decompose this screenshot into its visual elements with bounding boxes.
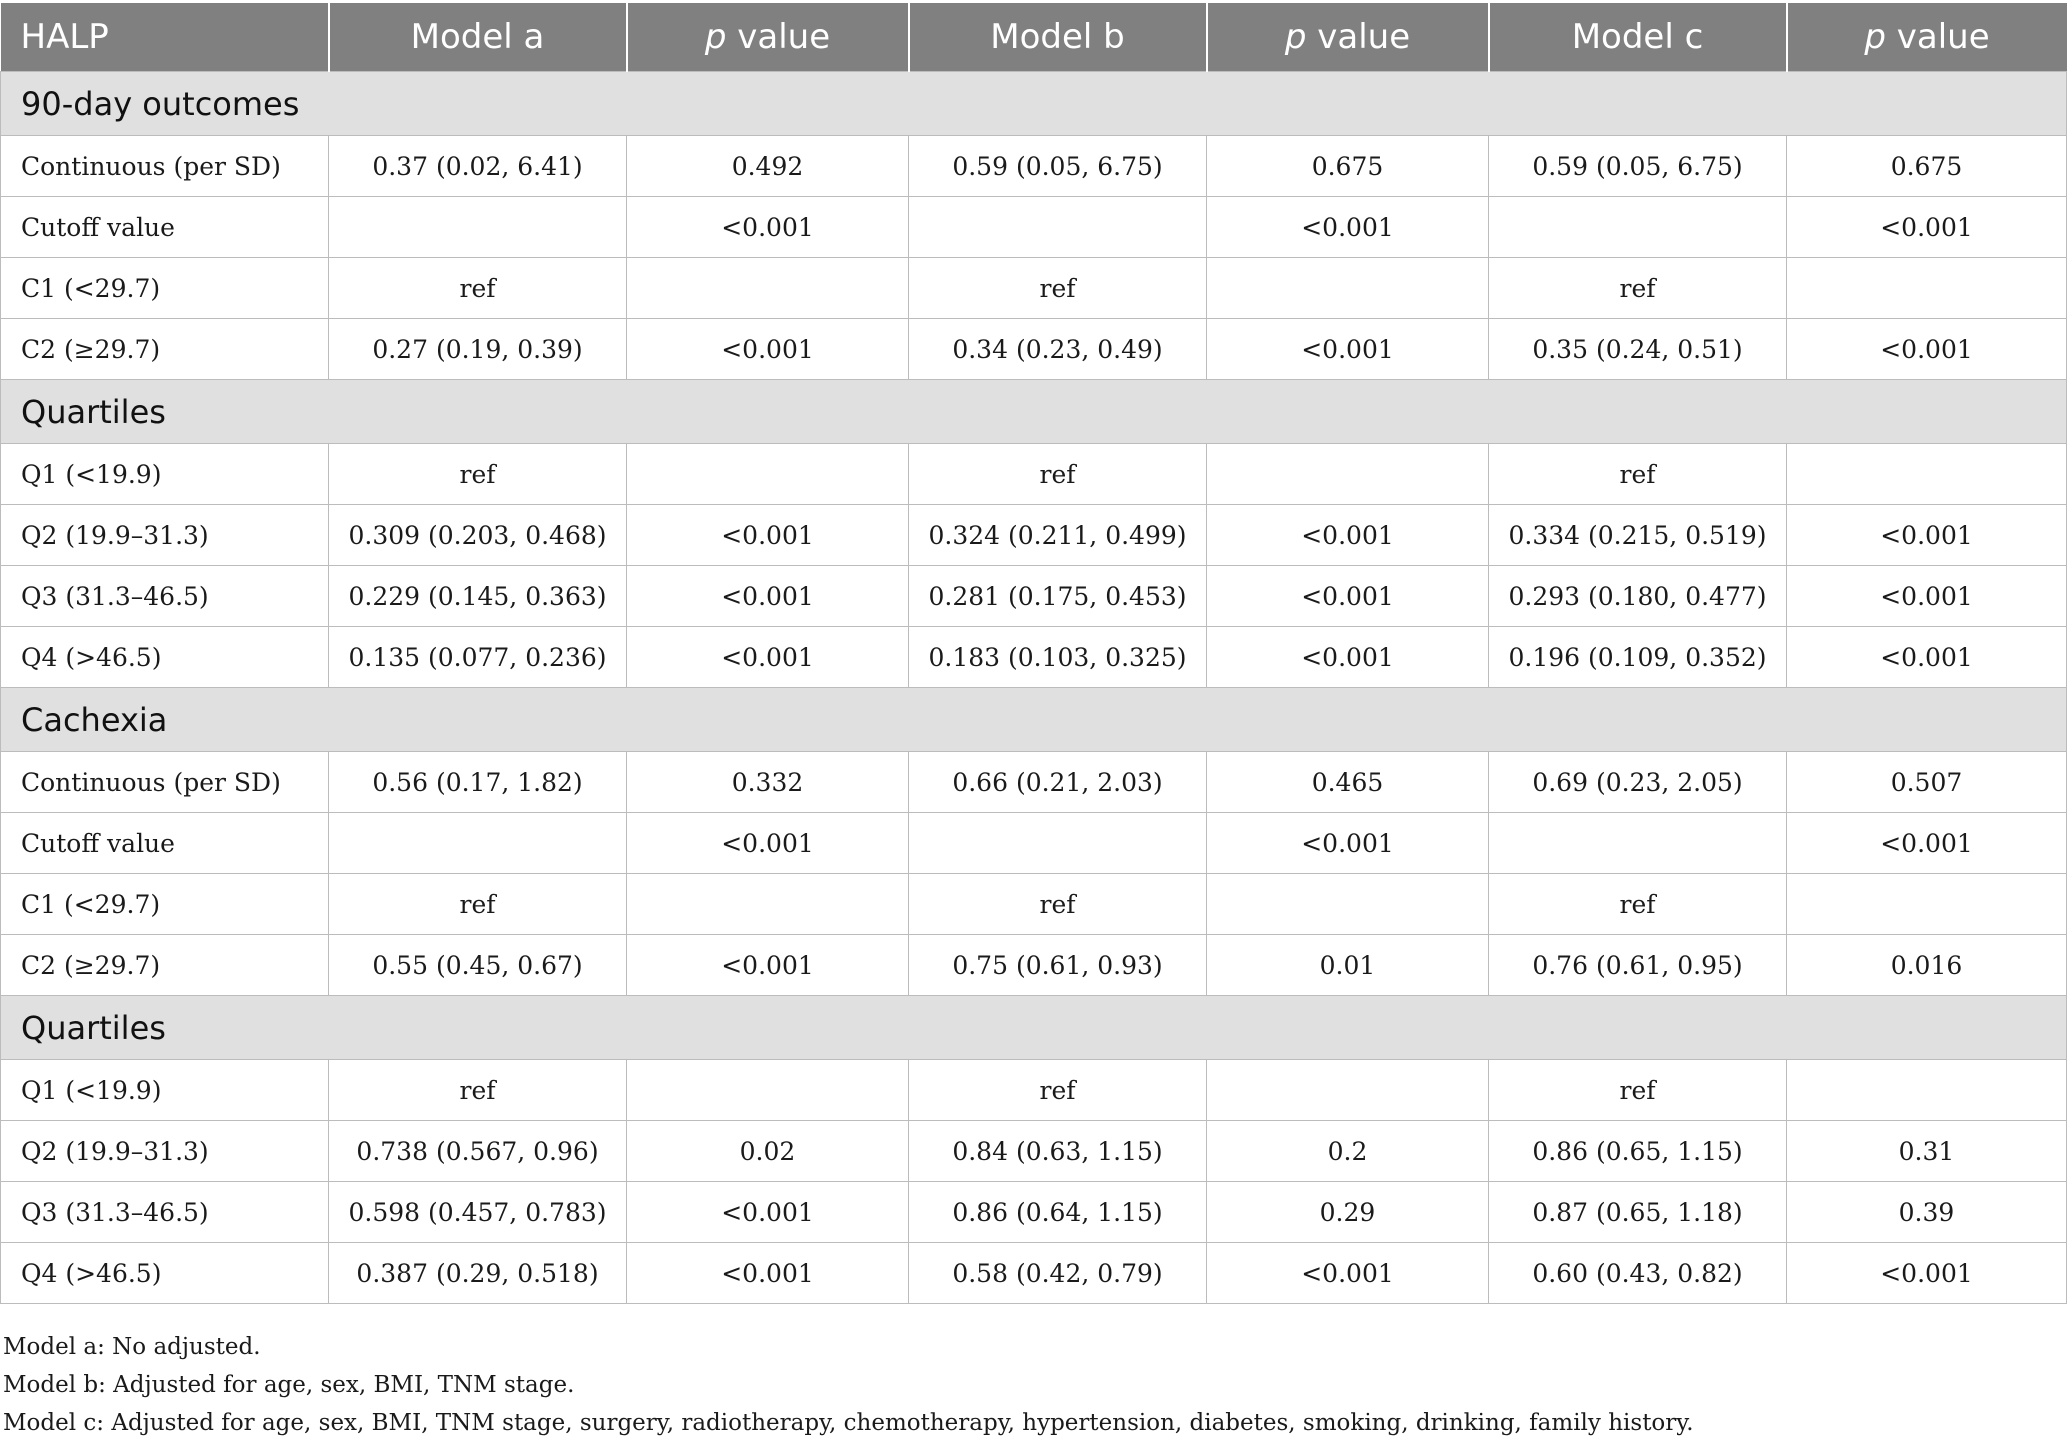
table-cell: 0.60 (0.43, 0.82) [1489,1243,1787,1304]
table-body [1,72,2067,1304]
table-cell: <0.001 [1207,505,1489,566]
table-cell [627,874,909,935]
table-cell [1207,874,1489,935]
row-label: Q1 (<19.9) [1,1060,329,1121]
table-cell: 0.196 (0.109, 0.352) [1489,627,1787,688]
table-cell: 0.66 (0.21, 2.03) [909,752,1207,813]
table-cell: ref [329,1060,627,1121]
table-cell: <0.001 [627,197,909,258]
header-p-italic: p [1864,17,1886,57]
header-p-rest: value [1306,17,1411,57]
section-header-row [1,72,2067,136]
footnote-model-a: Model a: No adjusted. [3,1334,261,1360]
table-row [1,136,2067,197]
row-label: Continuous (per SD) [1,136,329,197]
table-row [1,1060,2067,1121]
row-label: C2 (≥29.7) [1,935,329,996]
table-cell [1207,1060,1489,1121]
header-p-value-c [1787,3,2067,72]
table-cell: 0.465 [1207,752,1489,813]
table-cell: <0.001 [1207,813,1489,874]
table-cell: <0.001 [627,1182,909,1243]
section-title: Quartiles [1,380,2067,444]
table-cell [627,258,909,319]
table-cell: <0.001 [627,813,909,874]
table-cell [627,1060,909,1121]
header-model-a: Model a [329,3,627,72]
table-cell: <0.001 [627,1243,909,1304]
table-cell: ref [329,874,627,935]
table-cell: <0.001 [627,566,909,627]
table-cell: <0.001 [627,935,909,996]
section-title: 90-day outcomes [1,72,2067,136]
table-cell: 0.59 (0.05, 6.75) [1489,136,1787,197]
table-cell: <0.001 [1207,1243,1489,1304]
header-p-rest: value [1885,17,1990,57]
table-cell: 0.183 (0.103, 0.325) [909,627,1207,688]
table-row [1,874,2067,935]
table-cell [1787,444,2067,505]
header-p-value-a [627,3,909,72]
table-cell: 0.27 (0.19, 0.39) [329,319,627,380]
table-cell: 0.86 (0.64, 1.15) [909,1182,1207,1243]
table-cell: <0.001 [1787,813,2067,874]
header-p-italic: p [704,17,727,57]
table-cell: 0.324 (0.211, 0.499) [909,505,1207,566]
table-cell: 0.37 (0.02, 6.41) [329,136,627,197]
table-row [1,752,2067,813]
table-cell: <0.001 [627,319,909,380]
table-cell: 0.675 [1787,136,2067,197]
table-cell [627,444,909,505]
table-cell: 0.87 (0.65, 1.18) [1489,1182,1787,1243]
row-label: Cutoff value [1,813,329,874]
table-cell: <0.001 [1787,197,2067,258]
table-cell [1489,197,1787,258]
table-cell: 0.387 (0.29, 0.518) [329,1243,627,1304]
section-header-row [1,380,2067,444]
table-row [1,1243,2067,1304]
table-cell: ref [329,444,627,505]
table-cell [329,197,627,258]
table-cell [1489,813,1787,874]
table-cell: ref [1489,874,1787,935]
table-cell [909,813,1207,874]
table-cell: 0.86 (0.65, 1.15) [1489,1121,1787,1182]
table-cell: 0.334 (0.215, 0.519) [1489,505,1787,566]
table-cell [909,197,1207,258]
table-cell: 0.76 (0.61, 0.95) [1489,935,1787,996]
row-label: C1 (<29.7) [1,874,329,935]
table-cell: ref [909,258,1207,319]
table-cell: 0.55 (0.45, 0.67) [329,935,627,996]
section-title: Cachexia [1,688,2067,752]
table-cell: <0.001 [1207,319,1489,380]
table-cell [1787,258,2067,319]
table-cell [1787,1060,2067,1121]
table-cell: 0.56 (0.17, 1.82) [329,752,627,813]
table-row [1,197,2067,258]
table-cell: <0.001 [1207,566,1489,627]
table-cell: ref [909,1060,1207,1121]
table-cell: 0.59 (0.05, 6.75) [909,136,1207,197]
table-cell [1787,874,2067,935]
table-cell: 0.016 [1787,935,2067,996]
row-label: Q3 (31.3–46.5) [1,1182,329,1243]
header-p-rest: value [726,17,831,57]
row-label: C1 (<29.7) [1,258,329,319]
table-cell: <0.001 [1207,197,1489,258]
footnotes [3,1328,1694,1442]
table-row [1,627,2067,688]
table-cell: 0.69 (0.23, 2.05) [1489,752,1787,813]
regression-table [0,3,2067,1304]
table-cell: 0.598 (0.457, 0.783) [329,1182,627,1243]
table-cell: <0.001 [1787,319,2067,380]
table-cell: <0.001 [1787,627,2067,688]
table-cell: 0.75 (0.61, 0.93) [909,935,1207,996]
table-cell: <0.001 [627,627,909,688]
table-cell: 0.738 (0.567, 0.96) [329,1121,627,1182]
table-cell: 0.281 (0.175, 0.453) [909,566,1207,627]
table-cell: 0.31 [1787,1121,2067,1182]
row-label: Continuous (per SD) [1,752,329,813]
row-label: Q1 (<19.9) [1,444,329,505]
header-p-italic: p [1284,17,1307,57]
table-cell: 0.2 [1207,1121,1489,1182]
table-cell: <0.001 [1787,1243,2067,1304]
table-cell: 0.02 [627,1121,909,1182]
table-cell: ref [1489,444,1787,505]
table-row [1,319,2067,380]
table-cell: 0.332 [627,752,909,813]
table-cell: ref [329,258,627,319]
table-row [1,813,2067,874]
row-label: Cutoff value [1,197,329,258]
table-cell: ref [909,874,1207,935]
table-cell: <0.001 [1787,566,2067,627]
table-row [1,444,2067,505]
row-label: Q2 (19.9–31.3) [1,1121,329,1182]
table-cell: 0.39 [1787,1182,2067,1243]
table-cell: 0.29 [1207,1182,1489,1243]
section-header-row [1,688,2067,752]
table-cell: 0.35 (0.24, 0.51) [1489,319,1787,380]
table-cell [329,813,627,874]
table-cell: 0.293 (0.180, 0.477) [1489,566,1787,627]
header-model-b: Model b [909,3,1207,72]
table-cell: <0.001 [1787,505,2067,566]
table-cell: 0.135 (0.077, 0.236) [329,627,627,688]
row-label: Q3 (31.3–46.5) [1,566,329,627]
section-header-row [1,996,2067,1060]
table-cell: 0.309 (0.203, 0.468) [329,505,627,566]
table-cell: 0.01 [1207,935,1489,996]
regression-table-container [0,3,2066,1304]
row-label: Q2 (19.9–31.3) [1,505,329,566]
row-label: C2 (≥29.7) [1,319,329,380]
table-row [1,258,2067,319]
table-cell: ref [1489,1060,1787,1121]
header-model-c: Model c [1489,3,1787,72]
table-cell: 0.675 [1207,136,1489,197]
header-halp: HALP [1,3,329,72]
table-row [1,1121,2067,1182]
table-cell: <0.001 [627,505,909,566]
table-cell: ref [909,444,1207,505]
table-cell: 0.34 (0.23, 0.49) [909,319,1207,380]
row-label: Q4 (>46.5) [1,1243,329,1304]
row-label: Q4 (>46.5) [1,627,329,688]
footnote-model-b: Model b: Adjusted for age, sex, BMI, TNM stage. [3,1372,575,1398]
table-header-row [1,3,2067,72]
table-row [1,935,2067,996]
header-p-value-b [1207,3,1489,72]
table-row [1,1182,2067,1243]
table-cell: 0.84 (0.63, 1.15) [909,1121,1207,1182]
table-cell: 0.507 [1787,752,2067,813]
table-cell [1207,444,1489,505]
section-title: Quartiles [1,996,2067,1060]
table-cell: 0.58 (0.42, 0.79) [909,1243,1207,1304]
table-row [1,505,2067,566]
table-cell [1207,258,1489,319]
table-cell: ref [1489,258,1787,319]
table-cell: 0.492 [627,136,909,197]
table-cell: <0.001 [1207,627,1489,688]
table-cell: 0.229 (0.145, 0.363) [329,566,627,627]
table-row [1,566,2067,627]
footnote-model-c: Model c: Adjusted for age, sex, BMI, TNM stage, surgery, radiotherapy, chemotherapy, hypertension, diabetes, smoking, drinking, family history. [3,1410,1694,1436]
